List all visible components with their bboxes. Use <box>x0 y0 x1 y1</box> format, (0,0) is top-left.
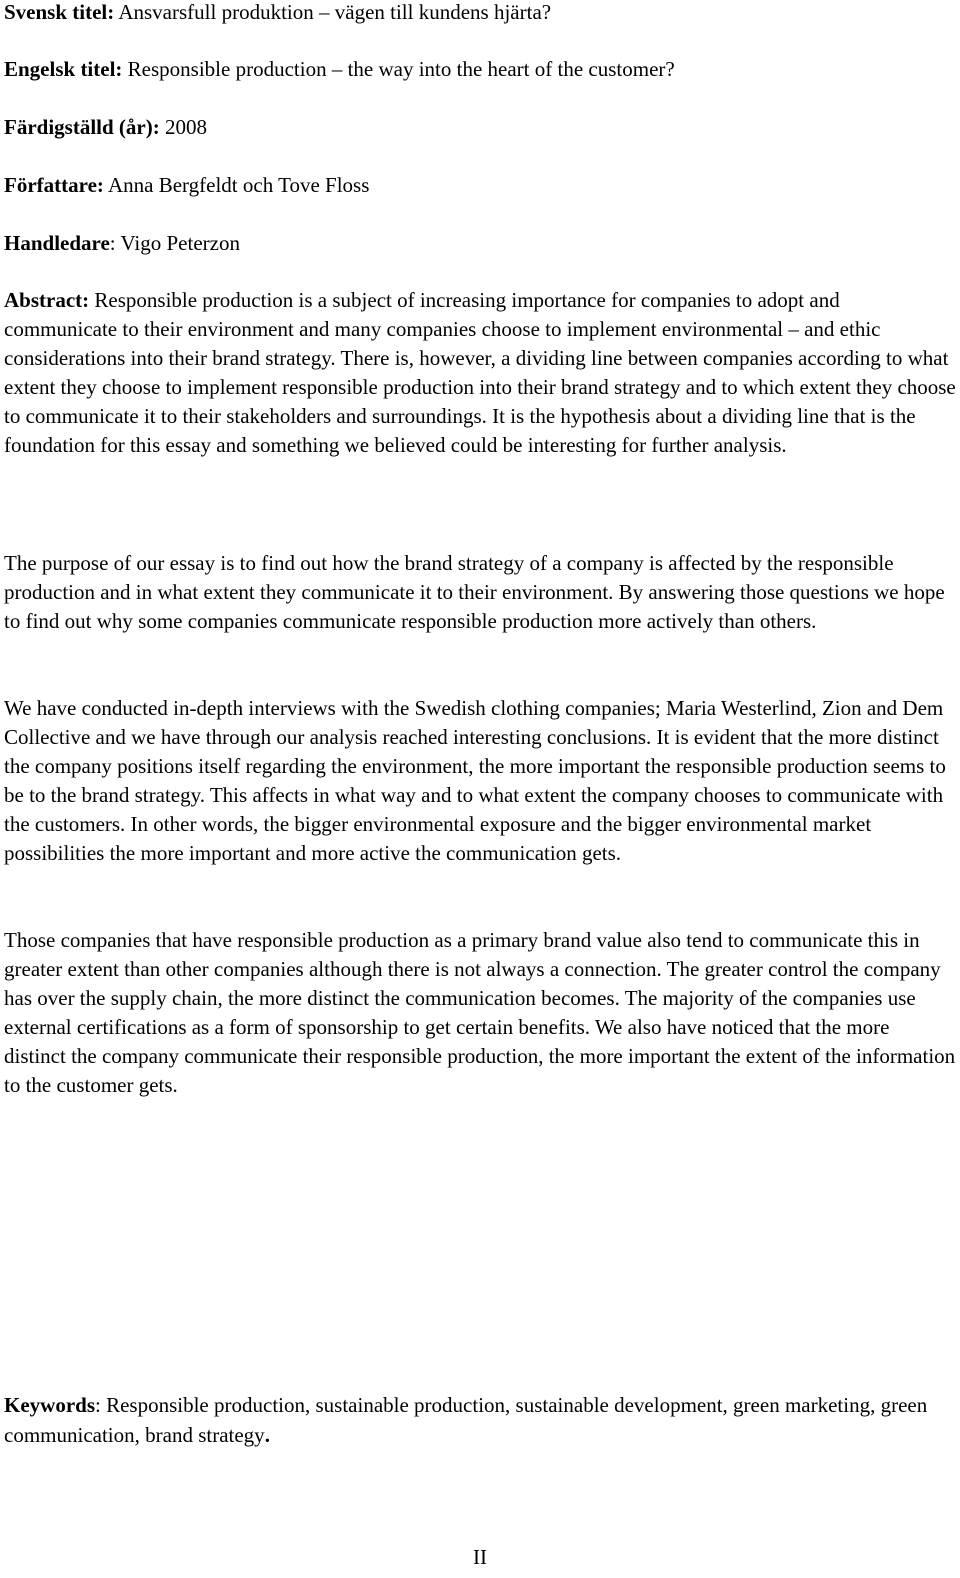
keywords-text: Responsible production, sustainable production, sustainable development, green marketing, green communication, brand strategy <box>4 1393 928 1447</box>
english-title: Responsible production – the way into the heart of the customer? <box>127 57 675 81</box>
authors-label: Författare: <box>4 173 104 197</box>
abstract-paragraph-2 <box>4 549 956 636</box>
abstract-label: Abstract: <box>4 288 90 312</box>
abstract-paragraph-3 <box>4 694 956 869</box>
authors-value: Anna Bergfeldt och Tove Floss <box>107 173 370 197</box>
document-page <box>4 0 956 1578</box>
supervisor-value: Vigo Peterzon <box>120 231 240 255</box>
abstract-paragraph-1 <box>4 286 956 461</box>
page-number-text: II <box>473 1545 487 1569</box>
year-value: 2008 <box>164 115 207 139</box>
page-number <box>4 1545 956 1569</box>
keywords-label: Keywords <box>4 1393 95 1417</box>
abstract-paragraph-1-text: Responsible production is a subject of increasing importance for companies to adopt and communicate to their environment and many companies choose to implement environmental – and ethic considerations into their brand strategy. There is, however, a dividing line between companies according to what extent they choose to implement responsible production into their brand strategy and to which extent they choose to communicate it to their stakeholders and surroundings. It is the hypothesis about a dividing line that is the foundation for this essay and something we believed could be interesting for further analysis. <box>4 288 956 458</box>
keywords-separator: : <box>95 1393 101 1417</box>
swedish-title: Ansvarsfull produktion – vägen till kundens hjärta? <box>118 0 552 24</box>
abstract-paragraph-3-text: We have conducted in-depth interviews with the Swedish clothing companies; Maria Westerlind, Zion and Dem Collective and we have through our analysis reached interesting conclusions. It is evident that the more distinct the company positions itself regarding the environment, the more important the responsible production seems to be to the brand strategy. This affects in what way and to what extent the company chooses to communicate with the customers. In other words, the bigger environmental exposure and the bigger environmental market possibilities the more important and more active the communication gets. <box>4 696 946 866</box>
supervisor-line <box>4 231 240 255</box>
english-title-label: Engelsk titel: <box>4 57 123 81</box>
swedish-title-line <box>4 0 551 24</box>
english-title-line <box>4 57 675 81</box>
abstract-paragraph-2-text: The purpose of our essay is to find out how the brand strategy of a company is affected by the responsible production and in what extent they communicate it to their environment. By answering those questions we hope to find out why some companies communicate responsible production more actively than others. <box>4 551 945 634</box>
supervisor-label: Handledare <box>4 231 110 255</box>
keywords-paragraph <box>4 1390 956 1450</box>
swedish-title-label: Svensk titel: <box>4 0 115 24</box>
year-label: Färdigställd (år): <box>4 115 160 139</box>
keywords-end: . <box>264 1423 270 1447</box>
supervisor-separator: : <box>109 231 116 255</box>
authors-line <box>4 173 369 197</box>
year-line <box>4 115 207 139</box>
abstract-paragraph-4-text: Those companies that have responsible production as a primary brand value also tend to communicate this in greater extent than other companies although there is not always a connection. The greater control the company has over the supply chain, the more distinct the communication becomes. The majority of the companies use external certifications as a form of sponsorship to get certain benefits. We also have noticed that the more distinct the company communicate their responsible production, the more important the extent of the information to the customer gets. <box>4 928 956 1098</box>
abstract-paragraph-4 <box>4 926 956 1101</box>
